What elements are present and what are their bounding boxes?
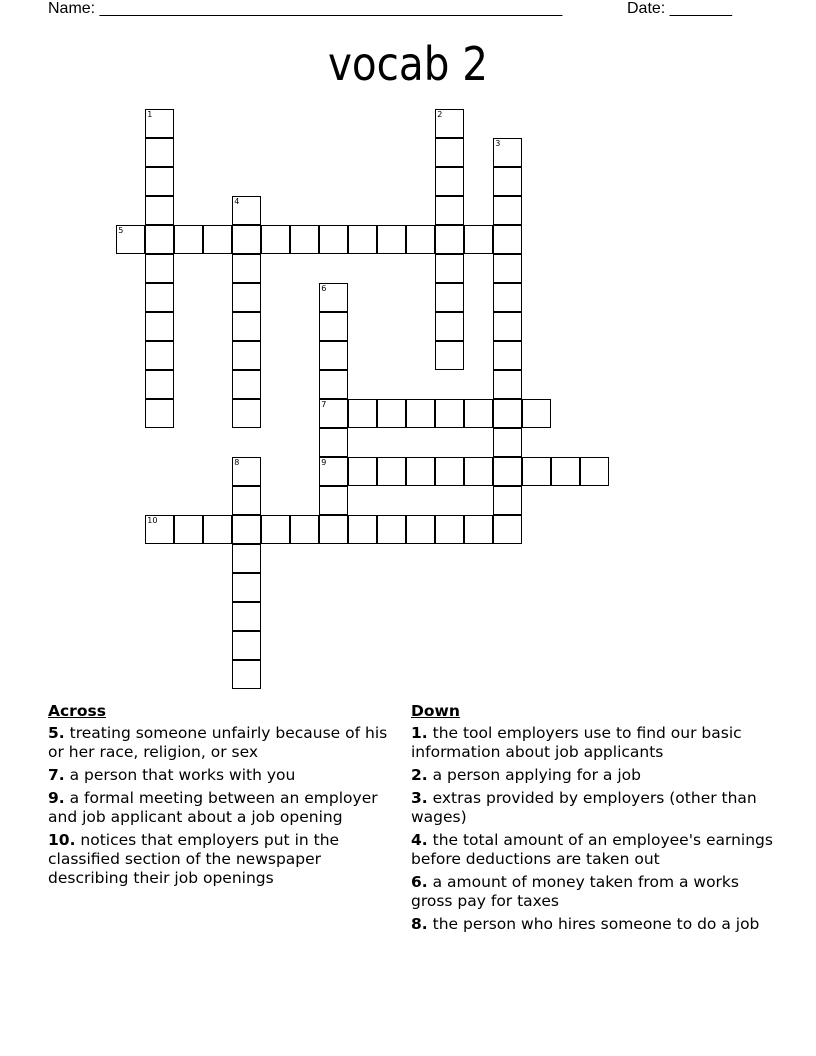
across-clues (48, 702, 398, 892)
grid-cell[interactable] (145, 167, 174, 196)
letter-input[interactable] (465, 226, 492, 253)
letter-input[interactable] (233, 400, 260, 427)
letter-input[interactable] (494, 458, 521, 485)
letter-input[interactable] (291, 516, 318, 543)
grid-cell[interactable] (232, 486, 261, 515)
grid-cell[interactable] (203, 515, 232, 544)
letter-input[interactable] (233, 603, 260, 630)
grid-cell[interactable] (464, 457, 493, 486)
grid-cell[interactable] (290, 515, 319, 544)
letter-input[interactable] (146, 516, 173, 543)
grid-cell[interactable] (145, 196, 174, 225)
letter-input[interactable] (233, 516, 260, 543)
clue-across-5 (48, 724, 398, 762)
clue-number-label: 10 (147, 516, 158, 526)
clue-number: 1. (411, 724, 428, 742)
letter-input[interactable] (494, 516, 521, 543)
letter-input[interactable] (349, 226, 376, 253)
letter-input[interactable] (494, 284, 521, 311)
grid-cell[interactable] (435, 457, 464, 486)
letter-input[interactable] (436, 284, 463, 311)
letter-input[interactable] (436, 197, 463, 224)
grid-cell[interactable] (435, 109, 464, 138)
grid-cell[interactable] (232, 457, 261, 486)
letter-input[interactable] (320, 342, 347, 369)
letter-input[interactable] (320, 400, 347, 427)
grid-cell[interactable] (232, 515, 261, 544)
grid-cell[interactable] (319, 428, 348, 457)
letter-input[interactable] (436, 168, 463, 195)
clue-number: 10. (48, 831, 76, 849)
grid-cell[interactable] (145, 138, 174, 167)
grid-cell[interactable] (493, 196, 522, 225)
letter-input[interactable] (233, 661, 260, 688)
grid-cell[interactable] (145, 370, 174, 399)
grid-cell[interactable] (232, 225, 261, 254)
letter-input[interactable] (204, 516, 231, 543)
clue-across-7 (48, 766, 398, 785)
grid-cell[interactable] (290, 225, 319, 254)
letter-input[interactable] (436, 400, 463, 427)
grid-cell[interactable] (435, 254, 464, 283)
date-field[interactable]: Date: _______ (627, 0, 732, 17)
grid-cell[interactable] (145, 283, 174, 312)
letter-input[interactable] (146, 400, 173, 427)
letter-input[interactable] (320, 516, 347, 543)
grid-cell[interactable] (493, 457, 522, 486)
clue-down-8 (411, 915, 781, 934)
letter-input[interactable] (146, 371, 173, 398)
letter-input[interactable] (146, 110, 173, 137)
grid-cell[interactable] (232, 370, 261, 399)
grid-cell[interactable] (232, 660, 261, 689)
grid-cell[interactable] (261, 515, 290, 544)
letter-input[interactable] (349, 516, 376, 543)
letter-input[interactable] (146, 313, 173, 340)
grid-cell[interactable] (319, 457, 348, 486)
clue-number-label: 6 (321, 284, 327, 294)
letter-input[interactable] (581, 458, 608, 485)
clue-text: treating someone unfairly because of his or her race, religion, or sex (48, 724, 388, 761)
letter-input[interactable] (494, 487, 521, 514)
letter-input[interactable] (233, 458, 260, 485)
letter-input[interactable] (436, 255, 463, 282)
clue-down-3 (411, 789, 781, 827)
grid-cell[interactable] (435, 341, 464, 370)
letter-input[interactable] (262, 226, 289, 253)
letter-input[interactable] (146, 168, 173, 195)
grid-cell[interactable] (522, 457, 551, 486)
letter-input[interactable] (117, 226, 144, 253)
letter-input[interactable] (465, 400, 492, 427)
letter-input[interactable] (494, 400, 521, 427)
grid-cell[interactable] (522, 399, 551, 428)
letter-input[interactable] (494, 168, 521, 195)
grid-cell[interactable] (319, 486, 348, 515)
grid-cell[interactable] (232, 254, 261, 283)
letter-input[interactable] (233, 197, 260, 224)
clue-number: 2. (411, 766, 428, 784)
grid-cell[interactable] (435, 167, 464, 196)
grid-cell[interactable] (377, 515, 406, 544)
grid-cell[interactable] (319, 399, 348, 428)
clue-text: the total amount of an employee's earnings before deductions are taken out (411, 831, 773, 868)
clue-text: the tool employers use to find our basic information about job applicants (411, 724, 742, 761)
grid-cell[interactable] (319, 370, 348, 399)
grid-cell[interactable] (145, 225, 174, 254)
grid-cell[interactable] (406, 225, 435, 254)
letter-input[interactable] (320, 284, 347, 311)
clue-number-label: 5 (118, 226, 124, 236)
down-clues (411, 702, 781, 938)
clue-number-label: 1 (147, 110, 153, 120)
grid-cell[interactable] (493, 312, 522, 341)
clue-text: the person who hires someone to do a job (427, 915, 760, 933)
clue-number: 8. (411, 915, 428, 933)
grid-cell[interactable] (435, 399, 464, 428)
grid-cell[interactable] (174, 515, 203, 544)
letter-input[interactable] (233, 574, 260, 601)
clue-text: a amount of money taken from a works gross pay for taxes (411, 873, 739, 910)
grid-cell[interactable] (145, 109, 174, 138)
grid-cell[interactable] (174, 225, 203, 254)
letter-input[interactable] (378, 226, 405, 253)
letter-input[interactable] (320, 429, 347, 456)
clue-number-label: 3 (495, 139, 501, 149)
letter-input[interactable] (407, 400, 434, 427)
clue-down-4 (411, 831, 781, 869)
clue-number: 9. (48, 789, 65, 807)
clue-text: extras provided by employers (other than wages) (411, 789, 757, 826)
clue-down-2 (411, 766, 781, 785)
grid-cell[interactable] (377, 399, 406, 428)
grid-cell[interactable] (145, 341, 174, 370)
letter-input[interactable] (552, 458, 579, 485)
letter-input[interactable] (320, 458, 347, 485)
letter-input[interactable] (378, 516, 405, 543)
grid-cell[interactable] (493, 370, 522, 399)
grid-cell[interactable] (319, 283, 348, 312)
letter-input[interactable] (204, 226, 231, 253)
letter-input[interactable] (262, 516, 289, 543)
clue-number: 6. (411, 873, 428, 891)
letter-input[interactable] (494, 255, 521, 282)
grid-cell[interactable] (232, 573, 261, 602)
letter-input[interactable] (436, 516, 463, 543)
letter-input[interactable] (349, 458, 376, 485)
grid-cell[interactable] (493, 167, 522, 196)
grid-cell[interactable] (493, 225, 522, 254)
grid-cell[interactable] (145, 515, 174, 544)
grid-cell[interactable] (493, 138, 522, 167)
clue-number-label: 4 (234, 197, 240, 207)
letter-input[interactable] (436, 226, 463, 253)
clue-number-label: 8 (234, 458, 240, 468)
clue-down-6 (411, 873, 781, 911)
grid-cell[interactable] (116, 225, 145, 254)
clue-text: a person applying for a job (427, 766, 641, 784)
letter-input[interactable] (378, 458, 405, 485)
clue-across-9 (48, 789, 398, 827)
grid-cell[interactable] (493, 399, 522, 428)
letter-input[interactable] (146, 197, 173, 224)
grid-cell[interactable] (435, 196, 464, 225)
letter-input[interactable] (465, 516, 492, 543)
grid-cell[interactable] (145, 254, 174, 283)
letter-input[interactable] (233, 226, 260, 253)
clue-number: 7. (48, 766, 65, 784)
grid-cell[interactable] (203, 225, 232, 254)
grid-cell[interactable] (232, 544, 261, 573)
grid-cell[interactable] (551, 457, 580, 486)
letter-input[interactable] (320, 313, 347, 340)
letter-input[interactable] (465, 458, 492, 485)
clue-text: a formal meeting between an employer and job applicant about a job opening (48, 789, 378, 826)
letter-input[interactable] (523, 400, 550, 427)
clue-number-label: 9 (321, 458, 327, 468)
letter-input[interactable] (233, 632, 260, 659)
letter-input[interactable] (146, 255, 173, 282)
grid-cell[interactable] (145, 312, 174, 341)
letter-input[interactable] (494, 313, 521, 340)
grid-cell[interactable] (406, 399, 435, 428)
grid-cell[interactable] (261, 225, 290, 254)
letter-input[interactable] (233, 284, 260, 311)
grid-cell[interactable] (232, 631, 261, 660)
grid-cell[interactable] (493, 283, 522, 312)
down-heading: Down (411, 702, 460, 720)
clue-text: notices that employers put in the classified section of the newspaper describing their job openings (48, 831, 340, 887)
clue-number: 4. (411, 831, 428, 849)
grid-cell[interactable] (319, 515, 348, 544)
letter-input[interactable] (494, 342, 521, 369)
letter-input[interactable] (233, 371, 260, 398)
grid-cell[interactable] (435, 515, 464, 544)
clue-number: 5. (48, 724, 65, 742)
letter-input[interactable] (320, 226, 347, 253)
letter-input[interactable] (436, 342, 463, 369)
grid-cell[interactable] (406, 515, 435, 544)
grid-cell[interactable] (580, 457, 609, 486)
letter-input[interactable] (494, 197, 521, 224)
grid-cell[interactable] (435, 225, 464, 254)
letter-input[interactable] (494, 226, 521, 253)
letter-input[interactable] (407, 226, 434, 253)
letter-input[interactable] (175, 226, 202, 253)
grid-cell[interactable] (435, 283, 464, 312)
letter-input[interactable] (436, 313, 463, 340)
name-field[interactable]: Name: ____________________________________________________ (48, 0, 563, 17)
clue-number-label: 7 (321, 400, 327, 410)
grid-cell[interactable] (435, 138, 464, 167)
letter-input[interactable] (378, 400, 405, 427)
page-title: vocab 2 (327, 37, 489, 91)
grid-cell[interactable] (348, 225, 377, 254)
letter-input[interactable] (494, 371, 521, 398)
grid-cell[interactable] (464, 399, 493, 428)
letter-input[interactable] (146, 226, 173, 253)
grid-cell[interactable] (493, 486, 522, 515)
letter-input[interactable] (494, 429, 521, 456)
letter-input[interactable] (436, 139, 463, 166)
letter-input[interactable] (146, 139, 173, 166)
clue-number: 3. (411, 789, 428, 807)
grid-cell[interactable] (319, 341, 348, 370)
clue-down-1 (411, 724, 781, 762)
grid-cell[interactable] (232, 341, 261, 370)
letter-input[interactable] (407, 458, 434, 485)
letter-input[interactable] (233, 255, 260, 282)
grid-cell[interactable] (319, 225, 348, 254)
letter-input[interactable] (233, 313, 260, 340)
letter-input[interactable] (146, 342, 173, 369)
letter-input[interactable] (407, 516, 434, 543)
grid-cell[interactable] (319, 312, 348, 341)
grid-cell[interactable] (406, 457, 435, 486)
letter-input[interactable] (320, 371, 347, 398)
letter-input[interactable] (175, 516, 202, 543)
clue-across-10 (48, 831, 398, 888)
across-heading: Across (48, 702, 106, 720)
grid-cell[interactable] (377, 457, 406, 486)
letter-input[interactable] (436, 458, 463, 485)
letter-input[interactable] (320, 487, 347, 514)
letter-input[interactable] (233, 545, 260, 572)
grid-cell[interactable] (145, 399, 174, 428)
grid-cell[interactable] (377, 225, 406, 254)
grid-cell[interactable] (232, 399, 261, 428)
letter-input[interactable] (523, 458, 550, 485)
letter-input[interactable] (291, 226, 318, 253)
clue-number-label: 2 (437, 110, 443, 120)
letter-input[interactable] (146, 284, 173, 311)
grid-cell[interactable] (232, 283, 261, 312)
grid-cell[interactable] (232, 312, 261, 341)
grid-cell[interactable] (435, 312, 464, 341)
letter-input[interactable] (494, 139, 521, 166)
grid-cell[interactable] (464, 225, 493, 254)
grid-cell[interactable] (493, 515, 522, 544)
grid-cell[interactable] (493, 341, 522, 370)
clue-text: a person that works with you (64, 766, 296, 784)
grid-cell[interactable] (493, 428, 522, 457)
grid-cell[interactable] (348, 515, 377, 544)
letter-input[interactable] (436, 110, 463, 137)
letter-input[interactable] (349, 400, 376, 427)
grid-cell[interactable] (348, 399, 377, 428)
grid-cell[interactable] (232, 196, 261, 225)
grid-cell[interactable] (232, 602, 261, 631)
grid-cell[interactable] (464, 515, 493, 544)
letter-input[interactable] (233, 342, 260, 369)
letter-input[interactable] (233, 487, 260, 514)
grid-cell[interactable] (348, 457, 377, 486)
grid-cell[interactable] (493, 254, 522, 283)
